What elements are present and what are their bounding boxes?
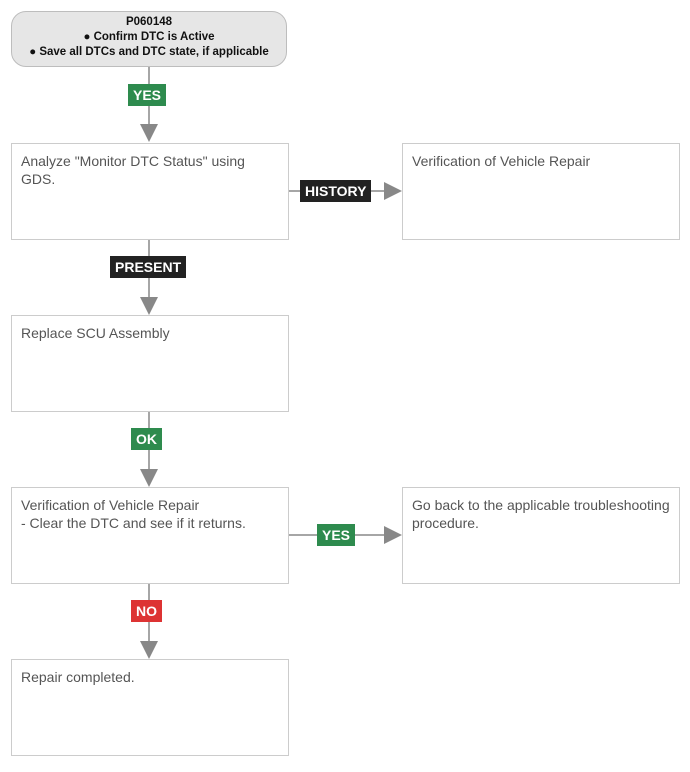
box-text: Repair completed. xyxy=(21,669,135,685)
arrow-to-verify xyxy=(140,469,158,487)
box-text: Replace SCU Assembly xyxy=(21,325,170,341)
box-text: Verification of Vehicle Repair xyxy=(21,497,200,513)
box-text: procedure. xyxy=(412,515,479,531)
history-tag: HISTORY xyxy=(300,180,371,202)
present-tag: PRESENT xyxy=(110,256,186,278)
box-text: Verification of Vehicle Repair xyxy=(412,153,591,169)
analyze-box xyxy=(11,143,289,240)
box-text: - Clear the DTC and see if it returns. xyxy=(21,515,246,531)
yes-tag: YES xyxy=(317,524,355,546)
start-bullet: ● Confirm DTC is Active xyxy=(83,31,215,43)
arrow-to-completed xyxy=(140,641,158,659)
box-text: GDS. xyxy=(21,171,56,187)
arrow-to-history-box xyxy=(384,182,402,200)
arrow-to-goback-box xyxy=(384,526,402,544)
verification-history-box xyxy=(402,143,680,240)
yes-tag: YES xyxy=(128,84,166,106)
box-text: Analyze "Monitor DTC Status" using xyxy=(21,153,245,169)
start-bullet: ● Save all DTCs and DTC state, if applicable xyxy=(29,46,269,58)
no-tag: NO xyxy=(131,600,162,622)
dtc-code: P060148 xyxy=(125,16,173,28)
arrow-to-replace xyxy=(140,297,158,315)
replace-scu-box xyxy=(11,315,289,412)
go-back-box xyxy=(402,487,680,584)
repair-completed-box xyxy=(11,659,289,756)
box-text: Go back to the applicable troubleshooting xyxy=(412,497,670,513)
start-node xyxy=(11,11,287,67)
verification-repair-box xyxy=(11,487,289,584)
ok-tag: OK xyxy=(131,428,162,450)
arrow-to-analyze xyxy=(140,124,158,142)
